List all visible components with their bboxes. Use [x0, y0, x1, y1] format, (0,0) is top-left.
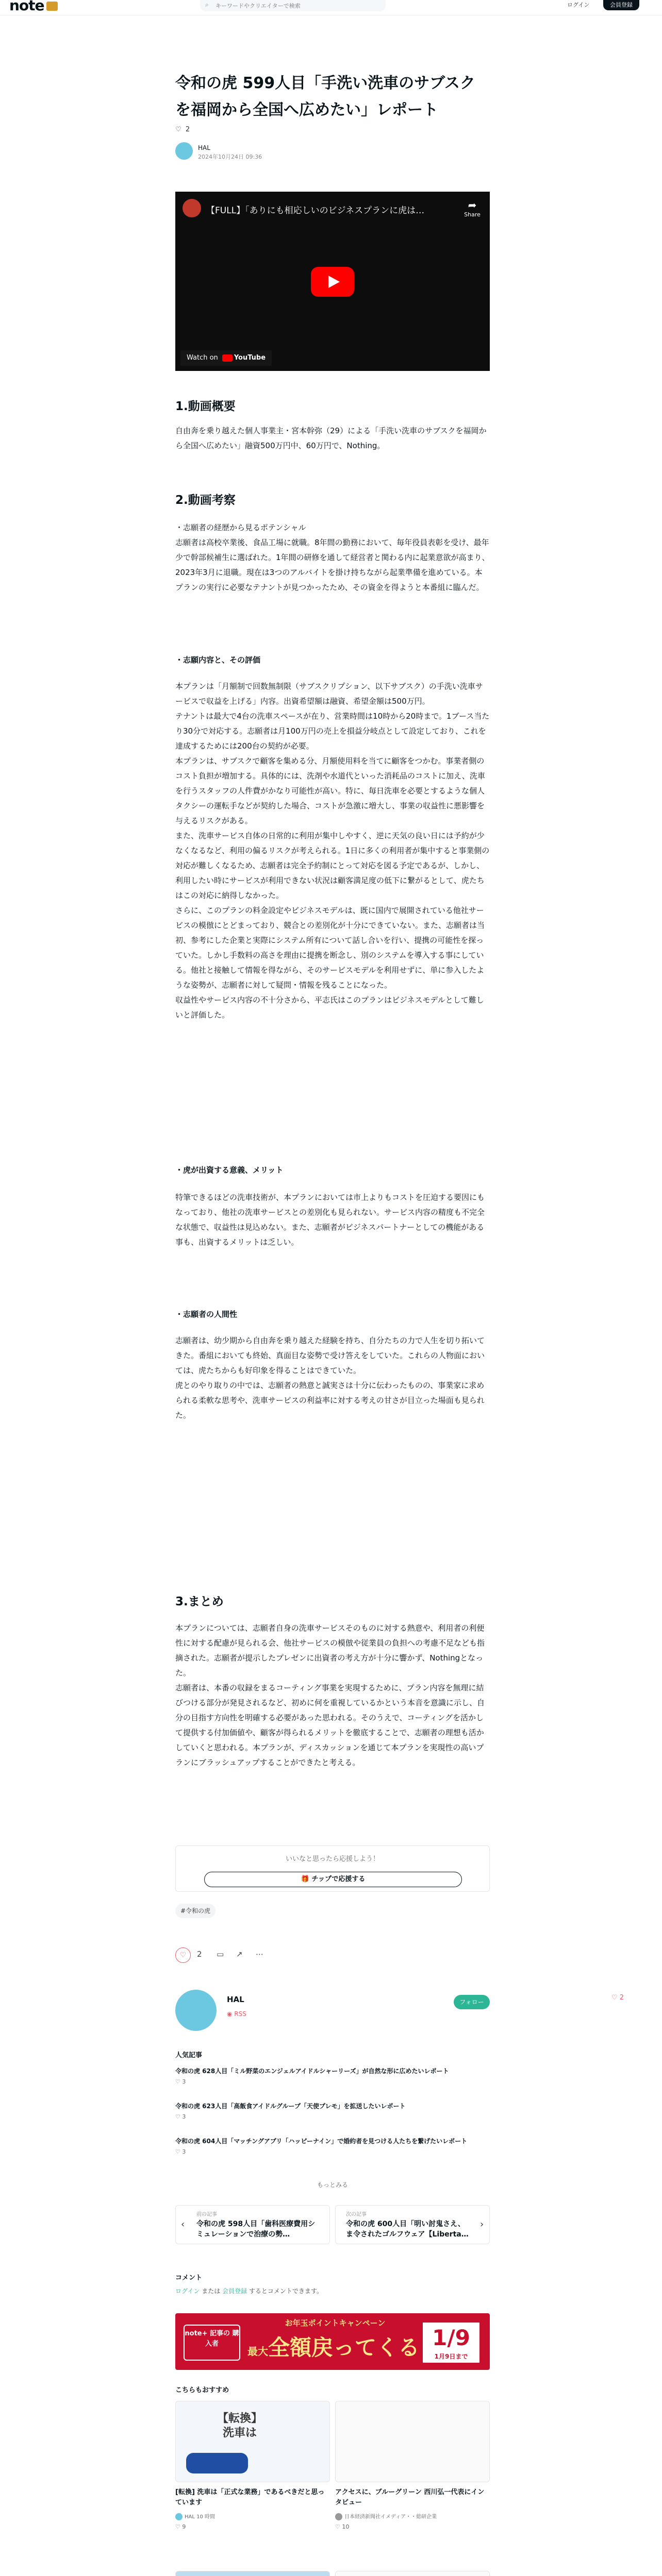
login-link[interactable]: ログイン — [175, 2287, 200, 2295]
chevron-left-icon: ‹ — [181, 2219, 185, 2230]
recommend-thumbnail[interactable] — [335, 2571, 490, 2576]
banner-campaign: お年玉ポイントキャンペーン — [285, 2318, 386, 2328]
video-share-button[interactable] — [462, 199, 483, 218]
popular-item-title[interactable]: 令和の虎 604人目「マッチングアプリ「ハッピーナイン」で婚約者を見つける人たちを繋げたいレポート — [175, 2138, 468, 2145]
comments-heading: コメント — [175, 2274, 203, 2282]
recommend-card[interactable] — [175, 2571, 330, 2576]
popular-item-likes: ♡ 3 — [175, 2078, 186, 2085]
next-article-card[interactable] — [335, 2205, 490, 2244]
share-label: Share — [464, 211, 481, 218]
watch-label: Watch on — [187, 354, 218, 362]
recommend-title[interactable]: アクセスに、ブルーグリーン 西川弘一代表にインタビュー — [335, 2488, 485, 2506]
section-body-merit: 特筆できるほどの洗車技術が、本プランにおいては市上よりもコストを圧迫する要因にもなっており、他社の洗車サービスとの差別化も見られない。サービス内容の精度も不完全な状態で、収益性は見込めない。また、志願者がビジネスパートナーとしての機能がある事も、出資するメリットは乏しい。 — [175, 1193, 485, 1247]
heart-icon: ♡ — [179, 1951, 187, 1959]
subheading-merit: ・虎が出資する意義、メリット — [175, 1165, 284, 1175]
more-link[interactable]: もっとみる — [317, 2181, 348, 2189]
comment-icon[interactable]: ▭ — [217, 1950, 224, 1959]
global-header — [0, 0, 662, 15]
support-box — [175, 1845, 490, 1892]
prev-label: 前の記事 — [196, 2212, 217, 2217]
like-button[interactable] — [175, 1947, 191, 1963]
banner-date: 1/9 1月9日まで — [423, 2323, 479, 2363]
section-body-overview: 自由奔を乗り越えた個人事業主・宮本幹弥（29）による「手洗い洗車のサブスクを福岡から全国へ広めたい」融資500万円中、60万円で、Nothing。 — [175, 426, 487, 450]
comments-or: または — [202, 2287, 221, 2295]
author-like-count[interactable]: ♡ 2 — [611, 1994, 624, 2002]
next-title[interactable]: 令和の虎 600人目「明い討鬼さえ、ま令されたゴルフウェア【Liberta… — [346, 2220, 469, 2239]
popular-item-title[interactable]: 令和の虎 628人目「ミル野菜のエンジェルアイドルシャーリーズ」が自然な形に広めたいレポート — [175, 2067, 449, 2075]
recommend-thumbnail[interactable]: 【転換】 洗車は — [175, 2401, 330, 2482]
prev-title[interactable]: 令和の虎 598人目「歯科医療費用シミュレーションで治療の勢… — [196, 2220, 316, 2239]
tip-label: チップで応援する — [311, 1875, 366, 1883]
author-name[interactable]: HAL — [198, 144, 210, 151]
article-actions — [175, 1947, 490, 1963]
watch-on-youtube-button[interactable] — [180, 350, 272, 366]
support-text: いいなと思ったら応援しよう！ — [285, 1855, 379, 1863]
popular-item-title[interactable]: 令和の虎 623人目「高飯食アイドルグループ「天使プレモ」を拡送したいレポート — [175, 2103, 406, 2110]
logo-badge-icon — [46, 2, 58, 11]
campaign-banner[interactable] — [175, 2313, 490, 2370]
recommend-likes: ♡ 9 — [175, 2523, 186, 2530]
section-heading-summary: 3.まとめ — [175, 1595, 224, 1608]
avatar[interactable] — [175, 142, 193, 160]
search-bar[interactable] — [200, 0, 386, 11]
article-title: 令和の虎 599人目「手洗い洗車のサブスクを福岡から全国へ広めたい」レポート — [175, 74, 475, 119]
banner-badge: note+ 記事の 購入者 — [184, 2325, 240, 2361]
like-count-top[interactable]: ♡ 2 — [175, 126, 190, 133]
comments-login-prompt — [175, 2286, 323, 2295]
tip-icon: 🎁 — [301, 1875, 309, 1883]
signup-link[interactable]: 会員登録 — [222, 2287, 247, 2295]
recommend-thumbnail[interactable] — [175, 2571, 330, 2576]
subheading-plan: ・志願内容と、その評価 — [175, 655, 261, 665]
popular-item-likes: ♡ 3 — [175, 2148, 186, 2155]
popular-item-likes: ♡ 3 — [175, 2113, 186, 2120]
popular-heading: 人気記事 — [175, 2052, 203, 2059]
publish-date: 2024年10月24日 09:36 — [198, 154, 262, 160]
video-title[interactable]: 【FULL】「ありにも相応しいのビジネスプランに虎は… — [206, 206, 425, 216]
note-logo[interactable]: note — [9, 0, 58, 14]
play-button[interactable] — [311, 267, 354, 297]
section-body-personality: 志願者は、幼少期から自由奔を乗り越えた経験を持ち、自分たちの力で人生を切り拓いてきた。番組においても終始、真面目な姿勢で受け答えをしていた。これらの人物面においては、虎たちからも好印象を得ることはできていた。 虎とのやり取りの中では、志願者の熱意と誠実さは十分に伝わったものの、事業家に求められる柔軟な思考や、洗車サービスの利益率に対する考えの甘さが目立った場面も見られた。 — [175, 1336, 485, 1420]
youtube-embed[interactable] — [175, 192, 490, 371]
popular-item[interactable] — [175, 2066, 490, 2085]
section-body-background: ・志願者の経歴から見るポテンシャル 志願者は高校卒業後、食品工場に就職。8年間の勤務において、毎年役員表彰を受け、最年少で幹部候補生に選ばれた。1年間の研修を通して経営者と関わる内に起業意欲が高まり、2023年3月に退職。現在は3つのアルバイトを掛け持ちながら起業準備を進めている。本プランの実行に必要なテナントが見つかったため、その資金を得ようと本番組に臨んだ。 — [175, 523, 490, 592]
search-icon: ⌕ — [205, 1, 209, 8]
more-icon[interactable]: ⋯ — [256, 1950, 263, 1959]
youtube-wordmark: YouTube — [234, 354, 266, 362]
recommend-card[interactable] — [335, 2401, 490, 2530]
hashtag[interactable]: #令和の虎 — [175, 1904, 216, 1918]
share-arrow-icon: ➦ — [468, 199, 477, 211]
recommend-likes: ♡ 10 — [335, 2523, 350, 2530]
prev-article-card[interactable] — [175, 2205, 330, 2244]
rss-label: RSS — [234, 2010, 246, 2018]
signup-button[interactable]: 会員登録 — [603, 0, 639, 10]
comments-suffix: するとコメントできます。 — [249, 2287, 323, 2295]
subheading-personality: ・志願者の人間性 — [175, 1310, 238, 1319]
like-count[interactable]: 2 — [197, 1950, 202, 1959]
recommend-card[interactable] — [175, 2401, 330, 2530]
follow-button[interactable]: フォロー — [454, 1995, 490, 2009]
author-name[interactable]: HAL — [227, 1995, 244, 2004]
recommend-title[interactable]: [転換] 洗車は「正式な業務」であるべきだと思っています — [175, 2488, 325, 2506]
search-input[interactable] — [216, 2, 380, 10]
recommend-card[interactable] — [335, 2571, 490, 2576]
author-profile — [175, 1990, 490, 2036]
recommend-author: 日本経済新聞社イメディア・・総研企業 — [335, 2512, 490, 2520]
section-heading-analysis: 2.動画考察 — [175, 494, 236, 507]
next-label: 次の記事 — [346, 2212, 367, 2217]
section-body-plan: 本プランは「月額制で回数無制限（サブスクリプション、以下サブスク）の手洗い洗車サービスで収益を上げる」内容。出資希望額は融資、希望金額は500万円。 テナントは最大で4台の洗車スペースが在り、営業時間は10時から20時まで。1ブース当たり30分で対応する。志願者は月100万円の売上を損益分岐点として設定しており、これを達成するためには200台の契約が必要。 本プランは、サブスクで顧客を集める分、月額使用料を当てに顧客をつかむ。事業者側のコスト負担が増加する。具体的には、洗剤や水道代といった消耗品のコストに加え、洗車を行うスタッフの人件費がかなり可能性が高い。特に、毎日洗車を必要とするような個人タクシーの運転手などが契約した場合、コストが急激に増大し、事業の収益性に悪影響を与えるリスクがある。 また、洗車サービス自体の日常的に利用が集中しやすく、逆に天気の良い日には予約が少なくなるなど、利用の偏るリスクが考えられる。1日に多くの利用者が集中すると事業側の対応が難しくなるため、志願者は完全予約制にとって対応を図る予定であるが、しかし、利用したい時にサービスが利用できない状況は顧客満足度の低下に繋がるとして、虎たちはこの対応に納得しなかった。 さらに、このプランの料金設定やビジネスモデルは、既に国内で展開されている他社サービスの模倣にとどまっており、競合との差別化が十分にできていない。また、志願者は当初、参考にした企業と実際にシステム所有について話し合いを行い、提携の可能性を探っていた。しかし手数料の高さを理由に提携を断念し、別のシステムを導入する事にしている。他社と接触して情報を得ながら、そのサービスモデルを利用せずに、単に参入したような姿勢が、志願者に対して疑問・情報を残ることになった。 収益性やサービス内容の不十分さから、平志氏はこのプランはビジネスモデルとして難しいと評価した。 — [175, 682, 490, 1020]
channel-avatar[interactable] — [183, 199, 201, 217]
popular-item[interactable] — [175, 2101, 490, 2120]
rss-icon[interactable]: ◉ RSS — [227, 2010, 246, 2018]
youtube-icon — [222, 354, 233, 362]
recommend-thumbnail[interactable] — [335, 2401, 490, 2482]
section-heading-overview: 1.動画概要 — [175, 400, 236, 413]
section-body-summary: 本プランについては、志願者自身の洗車サービスそのものに対する熱意や、利用者の利便性に対する配慮が見られる会、他社サービスの模倣や従業員の負担への考慮不足なども指摘された。志願者が提示したプレゼンに出資者の考え方が十分に響かず、Nothingとなった。 志願者は、本番の収録をまるコーティング事業を実現するために、プラン内容を無理に結びつける部分が発見されるなど、初めに何を重視しているかという本音を意識に示し、自分の目指す方向性を明確する必要があった思われる。そのうえで、コーティングを活かして提供する付加価値や、顧客が得られるメリットを徹底することで、志願者の理想も活かしていくと思われる。本プランが、ディスカッションを通じて本プランを実現性の高いプランにブラッシュアップすることができたと考える。 — [175, 1623, 485, 1767]
recommend-heading: こちらもおすすめ — [175, 2386, 229, 2394]
avatar[interactable] — [175, 1990, 217, 2031]
popular-item[interactable] — [175, 2136, 490, 2155]
recommend-author: HAL 10 時間 — [175, 2512, 330, 2520]
chevron-right-icon: › — [480, 2219, 484, 2230]
share-icon[interactable]: ↗ — [236, 1950, 243, 1959]
banner-main: 最大全額戻ってくる — [247, 2335, 420, 2360]
login-link[interactable]: ログイン — [567, 2, 590, 8]
tip-button[interactable] — [204, 1872, 462, 1887]
